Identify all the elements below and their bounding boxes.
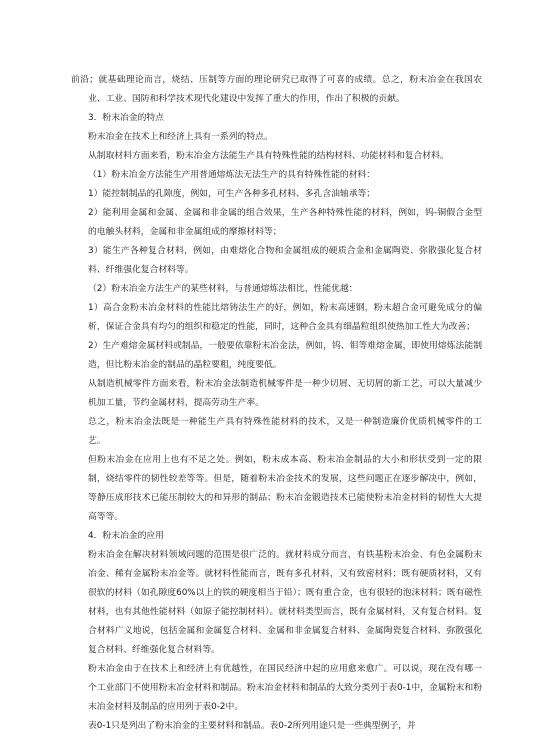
- paragraph: 表0-1只是列出了粉末冶金的主要材料和制品。表0-2所列用途只是一些典型例子，并: [88, 721, 416, 731]
- section-heading-applications: 4．粉末冶金的应用: [88, 531, 164, 541]
- list-item: 1）高合金粉末冶金材料的性能比熔铸法生产的好，例如，粉末高速钢，粉末超合金可避免成分的偏析，保证合金具有均匀的组织和稳定的性能，同时，这种合金具有细晶粒组织使热加工性大为改善；: [88, 303, 482, 332]
- paragraph: 但粉末冶金在应用上也有不足之处。例如，粉末成本高、粉末冶金制品的大小和形状受到一定的限制，烧结零件的韧性较差等等。但是，随着粉末冶金技术的发展，这些问题正在逐步解决中，例如，等静压成形技术已能压制较大的和异形的制品；粉末冶金锻造技术已能使粉末冶金材料的韧性大大提高等等。: [88, 455, 482, 522]
- paragraph: 从制取材料方面来看，粉末冶金方法能生产具有特殊性能的结构材料、功能材料和复合材料。: [88, 151, 449, 161]
- paragraph: 粉末冶金在解决材料领域问题的范围是很广泛的。就材料成分而言，有铁基粉末冶金、有色金属粉末冶金、稀有金属粉末冶金等。就材料性能而言，既有多孔材料，又有致密材料；既有硬质材料，又有很软的材料（如孔隙度60%以上的铁的硬度相当于铅）；既有重合金，也有很轻的泡沫材料；既有磁性材料，也有其他性能材料（如原子能控制材料）。就材料类型而言，既有金属材料，又有复合材料。复合材料广义地说，包括金属和金属复合材料、金属和非金属复合材料、金属陶瓷复合材料、弥散强化复合材料、纤维强化复合材料等。: [88, 550, 482, 655]
- list-item: （1）粉末冶金方法能生产用普通熔炼法无法生产的具有特殊性能的材料：: [88, 170, 376, 180]
- paragraph: 粉末冶金由于在技术上和经济上有优越性，在国民经济中起的应用愈来愈广。可以说，现在没有哪一个工业部门不使用粉末冶金材料和制品。粉末冶金材料和制品的大致分类列于表0-1中，金属粉末和粉末冶金材料及制品的应用列于表0-2中。: [88, 664, 482, 712]
- section-heading-characteristics: 3．粉末冶金的特点: [88, 113, 164, 123]
- list-item: 2）能利用金属和金属、金属和非金属的组合效果，生产各种特殊性能的材料，例如，钨-铜假合金型的电触头材料，金属和非金属组成的摩擦材料等；: [88, 208, 482, 237]
- list-item: 2）生产难熔金属材料或制品，一般要依靠粉末冶金法，例如，钨、钼等难熔金属，即使用熔炼法能制造，但比粉末冶金的制品的晶粒要粗，纯度要低。: [88, 341, 482, 370]
- list-item: 1）能控制制品的孔隙度，例如，可生产各种多孔材料、多孔含油轴承等；: [88, 189, 376, 199]
- list-item: （2）粉末冶金方法生产的某些材料，与普通熔炼法相比，性能优越：: [88, 284, 358, 294]
- paragraph: 粉末冶金在技术上和经济上具有一系列的特点。: [88, 132, 273, 142]
- list-item: 3）能生产各种复合材料，例如，由难熔化合物和金属组成的硬质合金和金属陶瓷、弥散强化复合材料、纤维强化复合材料等。: [88, 246, 482, 275]
- paragraph-intro-continuation: 前沿；就基础理论而言，烧结、压制等方面的理论研究已取得了可喜的成绩。总之，粉末冶金在我国农业、工业、国防和科学技术现代化建设中发挥了重大的作用，作出了积极的贡献。: [71, 75, 482, 104]
- paragraph: 总之，粉末冶金法既是一种能生产具有特殊性能材料的技术，又是一种制造廉价优质机械零件的工艺。: [88, 417, 482, 446]
- paragraph: 从制造机械零件方面来看，粉末冶金法制造机械零件是一种少切屑、无切屑的新工艺，可以大量减少机加工量，节约金属材料，提高劳动生产率。: [88, 379, 482, 408]
